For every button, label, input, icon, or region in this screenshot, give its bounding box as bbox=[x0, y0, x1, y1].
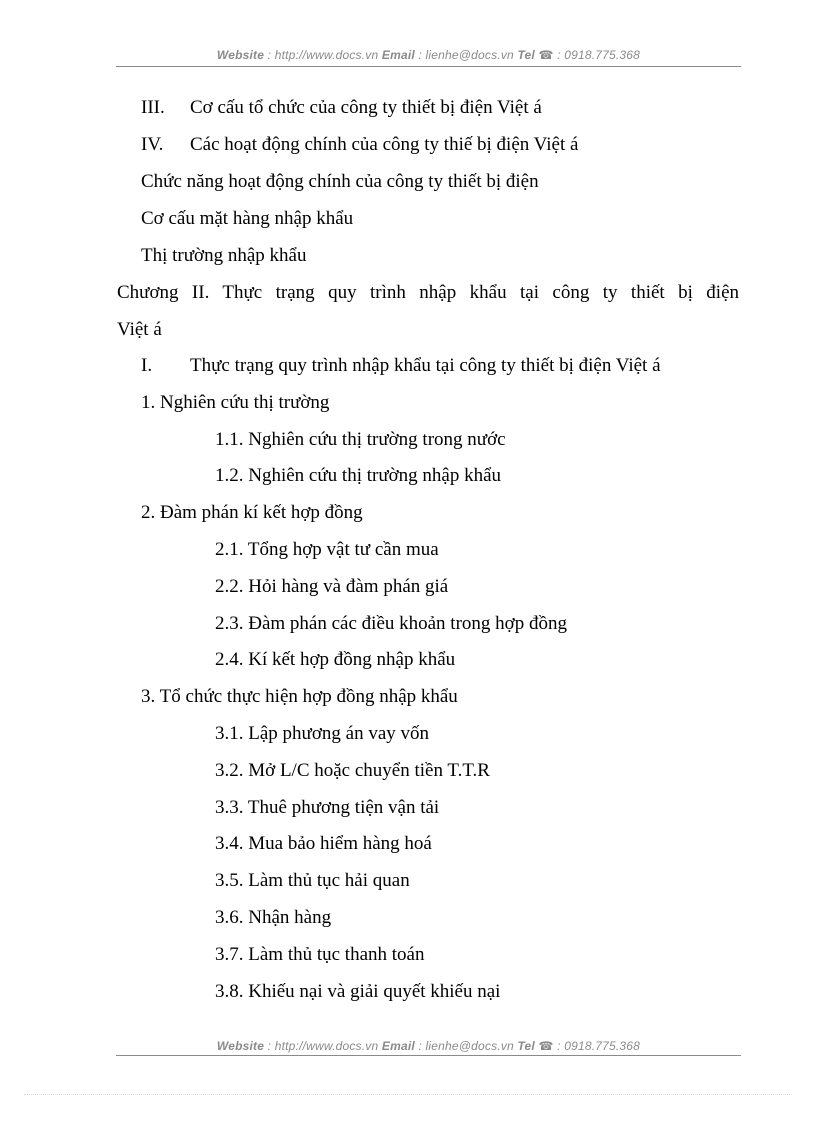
toc-section-3-1: 3.1. Lập phương án vay vốn bbox=[215, 723, 430, 744]
header-divider bbox=[116, 66, 741, 67]
page-header bbox=[116, 48, 741, 62]
footer-tel-value: : 0918.775.368 bbox=[553, 1039, 641, 1053]
footer-website-label: Website bbox=[216, 1039, 265, 1053]
footer-tel-label: Tel bbox=[517, 1039, 535, 1053]
toc-section-3-7: 3.7. Làm thủ tục thanh toán bbox=[215, 944, 425, 965]
toc-item-iv: Các hoạt động chính của công ty thiế bị điện Việt á bbox=[190, 134, 579, 155]
footer-email-label: Email bbox=[381, 1039, 415, 1053]
header-website-value: : http://www.docs.vn bbox=[264, 48, 382, 62]
toc-sub-function: Chức năng hoạt động chính của công ty thiết bị điện bbox=[141, 171, 539, 192]
numeral-iii: III. bbox=[141, 97, 165, 118]
toc-section-3-5: 3.5. Làm thủ tục hải quan bbox=[215, 870, 410, 891]
toc-section-1-1: 1.1. Nghiên cứu thị trường trong nước bbox=[215, 429, 506, 450]
toc-section-3-8: 3.8. Khiếu nại và giải quyết khiếu nại bbox=[215, 981, 501, 1002]
toc-section-2: 2. Đàm phán kí kết hợp đồng bbox=[141, 502, 363, 523]
toc-section-3-2: 3.2. Mở L/C hoặc chuyển tiền T.T.R bbox=[215, 760, 490, 781]
toc-section-3: 3. Tổ chức thực hiện hợp đồng nhập khẩu bbox=[141, 686, 458, 707]
page-edge-dotted-line bbox=[24, 1094, 792, 1095]
toc-section-2-1: 2.1. Tổng hợp vật tư cần mua bbox=[215, 539, 439, 560]
toc-section-2-3: 2.3. Đàm phán các điều khoản trong hợp đồng bbox=[215, 613, 567, 634]
toc-section-2-4: 2.4. Kí kết hợp đồng nhập khẩu bbox=[215, 649, 456, 670]
chapter-heading-cont: Việt á bbox=[117, 319, 162, 340]
toc-sub-market: Thị trường nhập khẩu bbox=[141, 245, 307, 266]
numeral-iv: IV. bbox=[141, 134, 164, 155]
header-email-value: : lienhe@docs.vn bbox=[414, 48, 518, 62]
chapter-heading: Chương II. Thực trạng quy trình nhập khẩu tại công ty thiết bị điện bbox=[117, 282, 739, 303]
footer-divider bbox=[116, 1055, 741, 1056]
header-email-label: Email bbox=[381, 48, 415, 62]
footer-email-value: : lienhe@docs.vn bbox=[414, 1039, 518, 1053]
header-tel-label: Tel bbox=[517, 48, 535, 62]
numeral-i: I. bbox=[141, 355, 153, 376]
phone-icon: ☎ bbox=[538, 1039, 554, 1053]
header-tel-value: : 0918.775.368 bbox=[553, 48, 641, 62]
footer-website-value: : http://www.docs.vn bbox=[264, 1039, 382, 1053]
page-footer bbox=[116, 1039, 741, 1053]
toc-sub-structure: Cơ cấu mặt hàng nhập khẩu bbox=[141, 208, 354, 229]
toc-section-2-2: 2.2. Hỏi hàng và đàm phán giá bbox=[215, 576, 449, 597]
phone-icon: ☎ bbox=[538, 48, 554, 62]
toc-item-i: Thực trạng quy trình nhập khẩu tại công ty thiết bị điện Việt á bbox=[190, 355, 661, 376]
toc-section-3-4: 3.4. Mua bảo hiểm hàng hoá bbox=[215, 833, 432, 854]
toc-section-1-2: 1.2. Nghiên cứu thị trường nhập khẩu bbox=[215, 465, 502, 486]
header-website-label: Website bbox=[216, 48, 265, 62]
toc-section-3-6: 3.6. Nhận hàng bbox=[215, 907, 332, 928]
toc-section-1: 1. Nghiên cứu thị trường bbox=[141, 392, 330, 413]
toc-section-3-3: 3.3. Thuê phương tiện vận tải bbox=[215, 797, 440, 818]
toc-item-iii: Cơ cấu tổ chức của công ty thiết bị điện Việt á bbox=[190, 97, 542, 118]
